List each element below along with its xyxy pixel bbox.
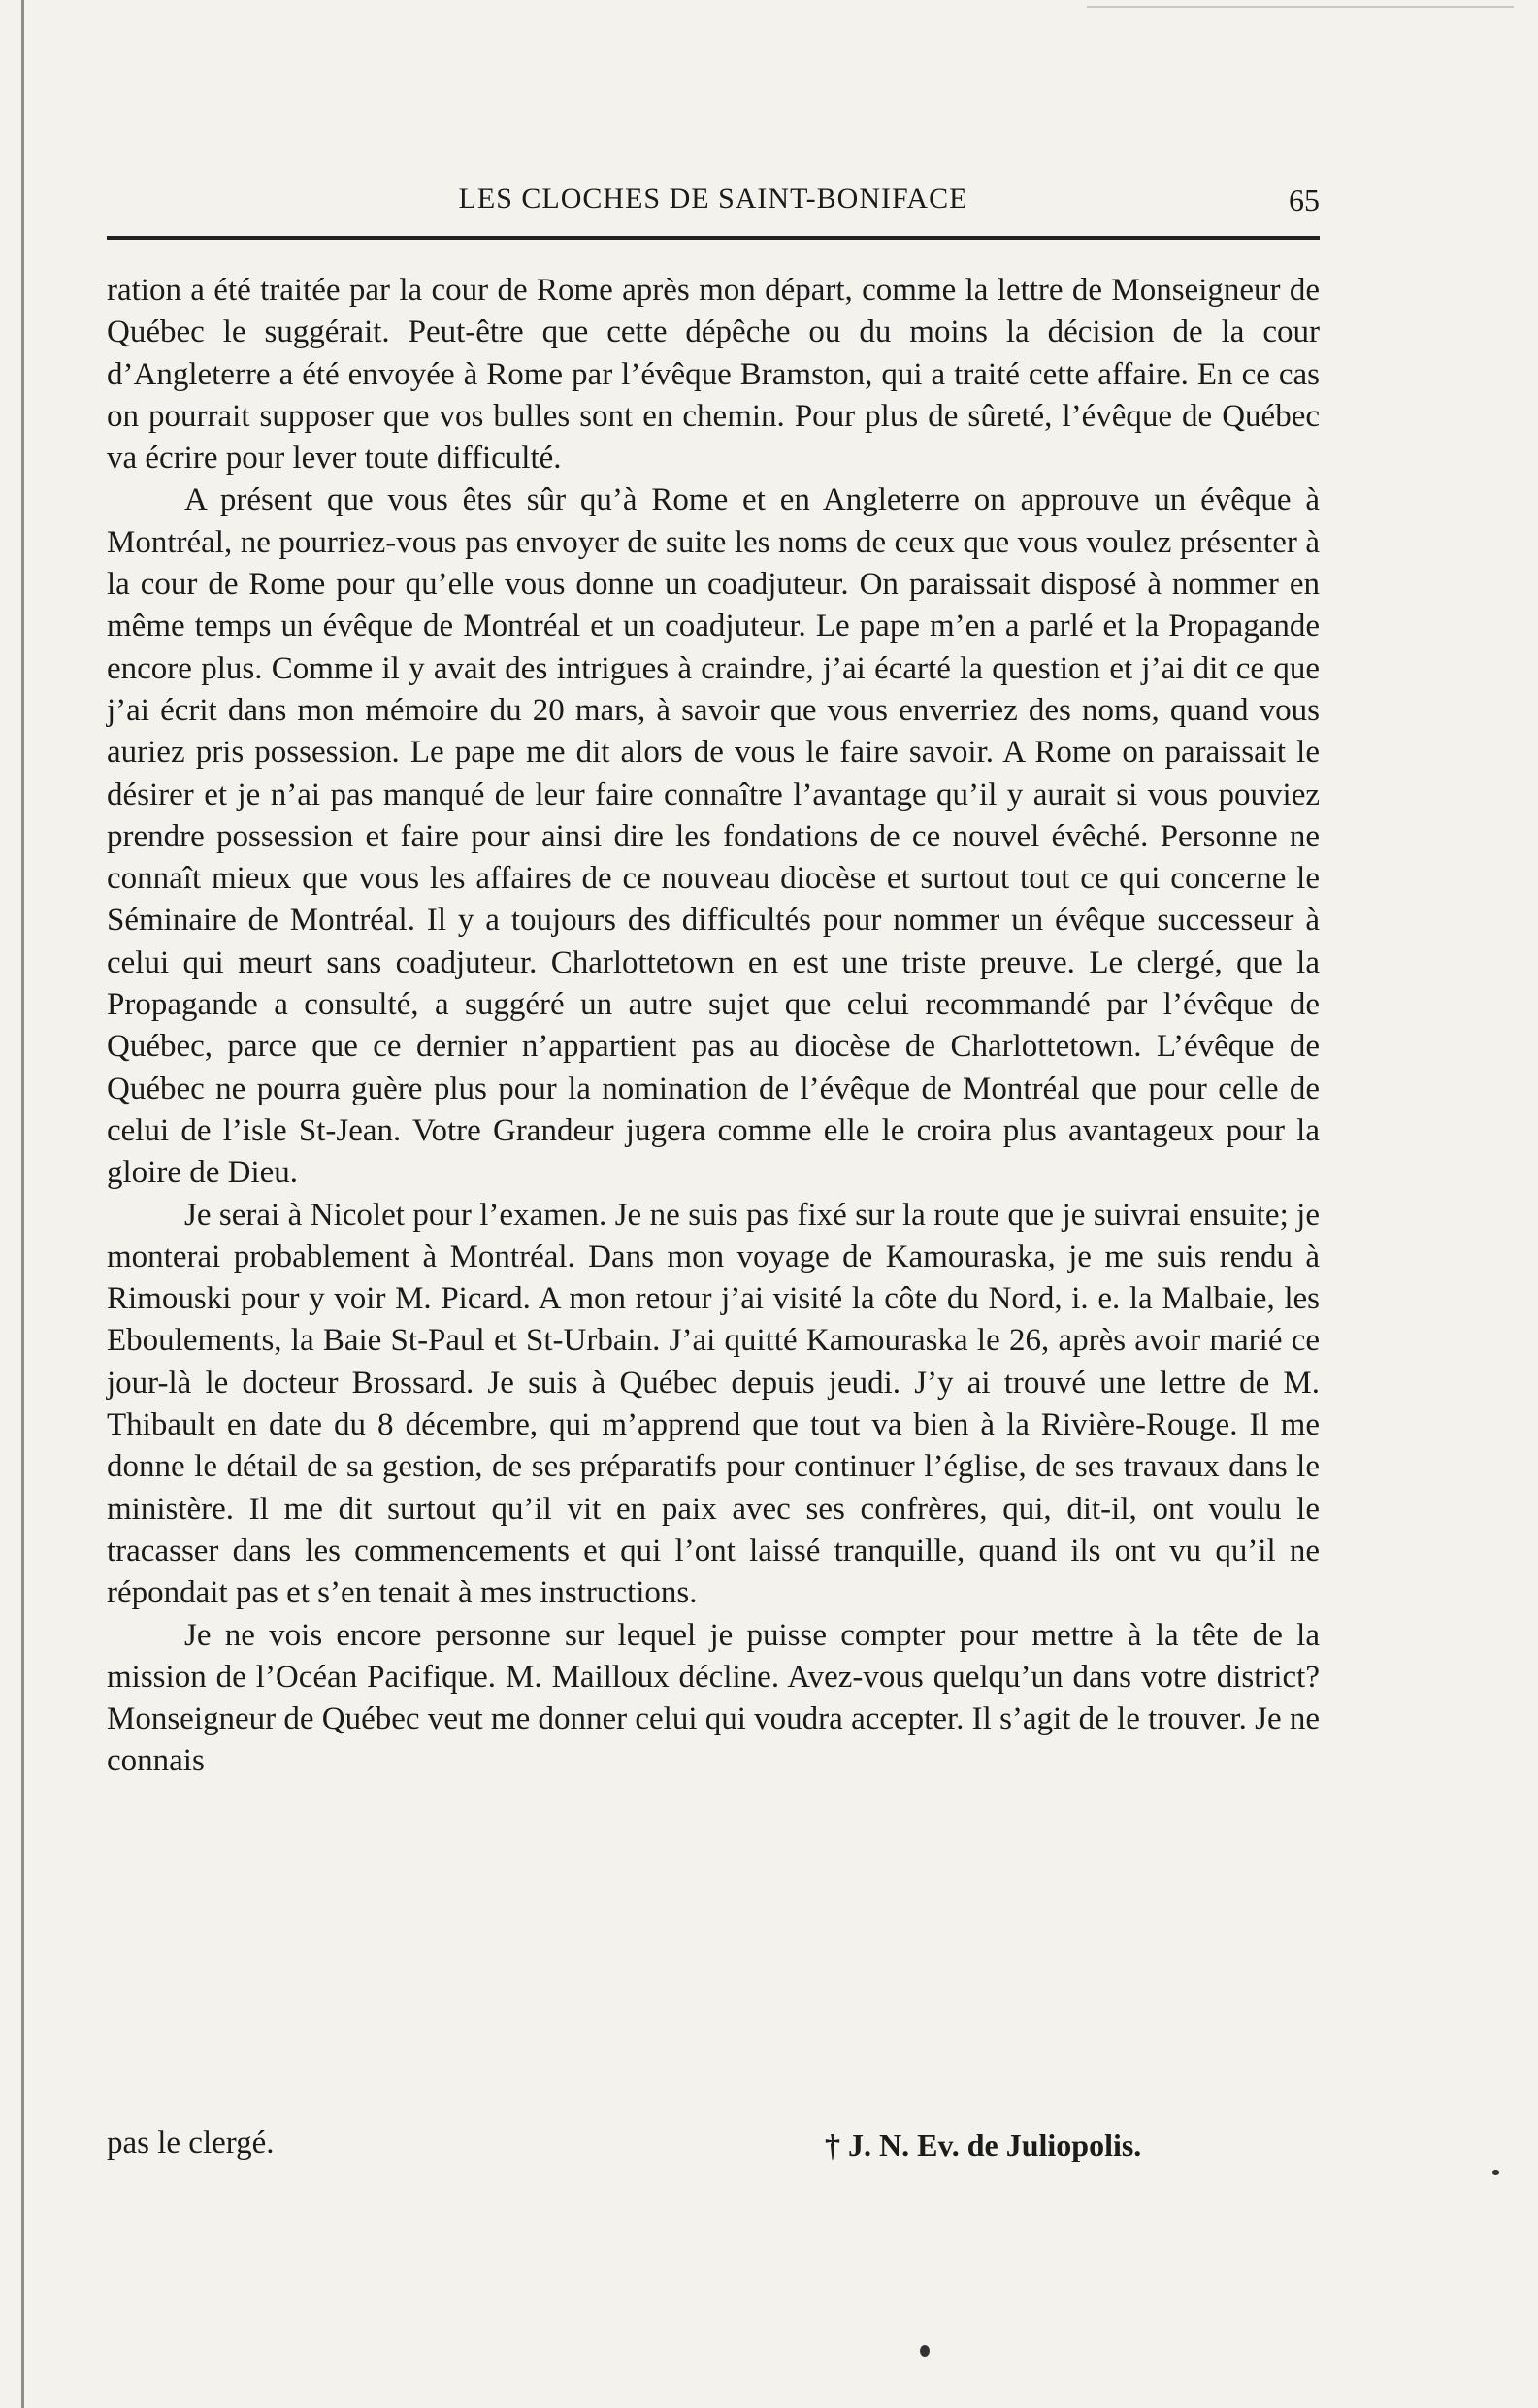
scan-speckle: [1087, 6, 1514, 8]
header-rule: [107, 236, 1320, 240]
page-edge-shadow: [21, 0, 24, 2408]
paragraph: Je ne vois encore personne sur lequel je puisse compter pour mettre à la tête de la mission de l’Océan Pacifique. M. Mailloux décline. Avez-vous quelqu’un dans votre district? Monseigneur de Québec veut me donner celui qui voudra accepter. Il s’agit de le trouver. Je ne connais: [107, 1617, 1320, 1779]
scan-mark: [920, 2345, 930, 2357]
scan-mark: [1492, 2170, 1499, 2175]
closing-text: pas le clergé.: [107, 2126, 275, 2161]
paragraph: Je serai à Nicolet pour l’examen. Je ne suis pas fixé sur la route que je suivrai ensuite; je monterai probablement à Montréal. Dans mon voyage de Kamouraska, je me suis rendu à Rimouski pour y voir M. Picard. A mon retour j’ai visité la côte du Nord, i. e. la Malbaie, les Eboulements, la Baie St-Paul et St-Urbain. J’ai quitté Kamouraska le 26, après avoir marié ce jour-là le docteur Brossard. Je suis à Québec depuis jeudi. J’y ai trouvé une lettre de M. Thibault en date du 8 décembre, qui m’apprend que tout va bien à la Rivière-Rouge. Il me donne le détail de sa gestion, de ses préparatifs pour continuer l’église, de ses travaux dans le ministère. Il me dit surtout qu’il vit en paix avec ses confrères, qui, dit-il, ont voulu le tracasser dans les commencements et qui l’ont laissé tranquille, quand ils ont vu qu’il ne répondait pas et s’en tenait à mes instructions.: [107, 1197, 1320, 1611]
page-number: 65: [1289, 182, 1320, 217]
running-title: LES CLOCHES DE SAINT-BONIFACE: [458, 182, 968, 214]
letter-body: [107, 270, 1320, 1783]
page-header: [107, 182, 1320, 221]
paragraph: ration a été traitée par la cour de Rome après mon départ, comme la lettre de Monseigneur de Québec le suggérait. Peut-être que cette dépêche ou du moins la décision de la cour d’Angleterre a été envoyée à Rome par l’évêque Bramston, qui a traité cette affaire. En ce cas on pourrait supposer que vos bulles sont en chemin. Pour plus de sûreté, l’évêque de Québec va écrire pour lever toute difficulté.: [107, 273, 1320, 477]
paragraph: A présent que vous êtes sûr qu’à Rome et en Angleterre on approuve un évêque à Montréal, ne pourriez-vous pas envoyer de suite les noms de ceux que vous voulez présenter à la cour de Rome pour qu’elle vous donne un coadjuteur. On paraissait disposé à nommer en même temps un évêque de Montréal et un coadjuteur. Le pape m’en a parlé et la Propagande encore plus. Comme il y avait des intrigues à craindre, j’ai écarté la question et j’ai dit ce que j’ai écrit dans mon mémoire du 20 mars, à savoir que vous enverriez des noms, quand vous auriez pris possession. Le pape me dit alors de vous le faire savoir. A Rome on paraissait le désirer et je n’ai pas manqué de leur faire connaître l’avantage qu’il y aurait si vous pouviez prendre possession et faire pour ainsi dire les fondations de ce nouvel évêché. Personne ne connaît mieux que vous les affaires de ce nouveau diocèse et surtout tout ce qui concerne le Séminaire de Montréal. Il y a toujours des difficultés pour nommer un évêque successeur à celui qui meurt sans coadjuteur. Charlottetown en est une triste preuve. Le clergé, que la Propagande a consulté, a suggéré un autre sujet que celui recommandé par l’évêque de Québec, parce que ce dernier n’appartient pas au diocèse de Charlottetown. L’évêque de Québec ne pourra guère plus pour la nomination de l’évêque de Montréal que pour celle de celui de l’isle St-Jean. Votre Grandeur jugera comme elle le croira plus avantageux pour la gloire de Dieu.: [107, 482, 1320, 1191]
signature: † J. N. Ev. de Juliopolis.: [825, 2128, 1142, 2162]
